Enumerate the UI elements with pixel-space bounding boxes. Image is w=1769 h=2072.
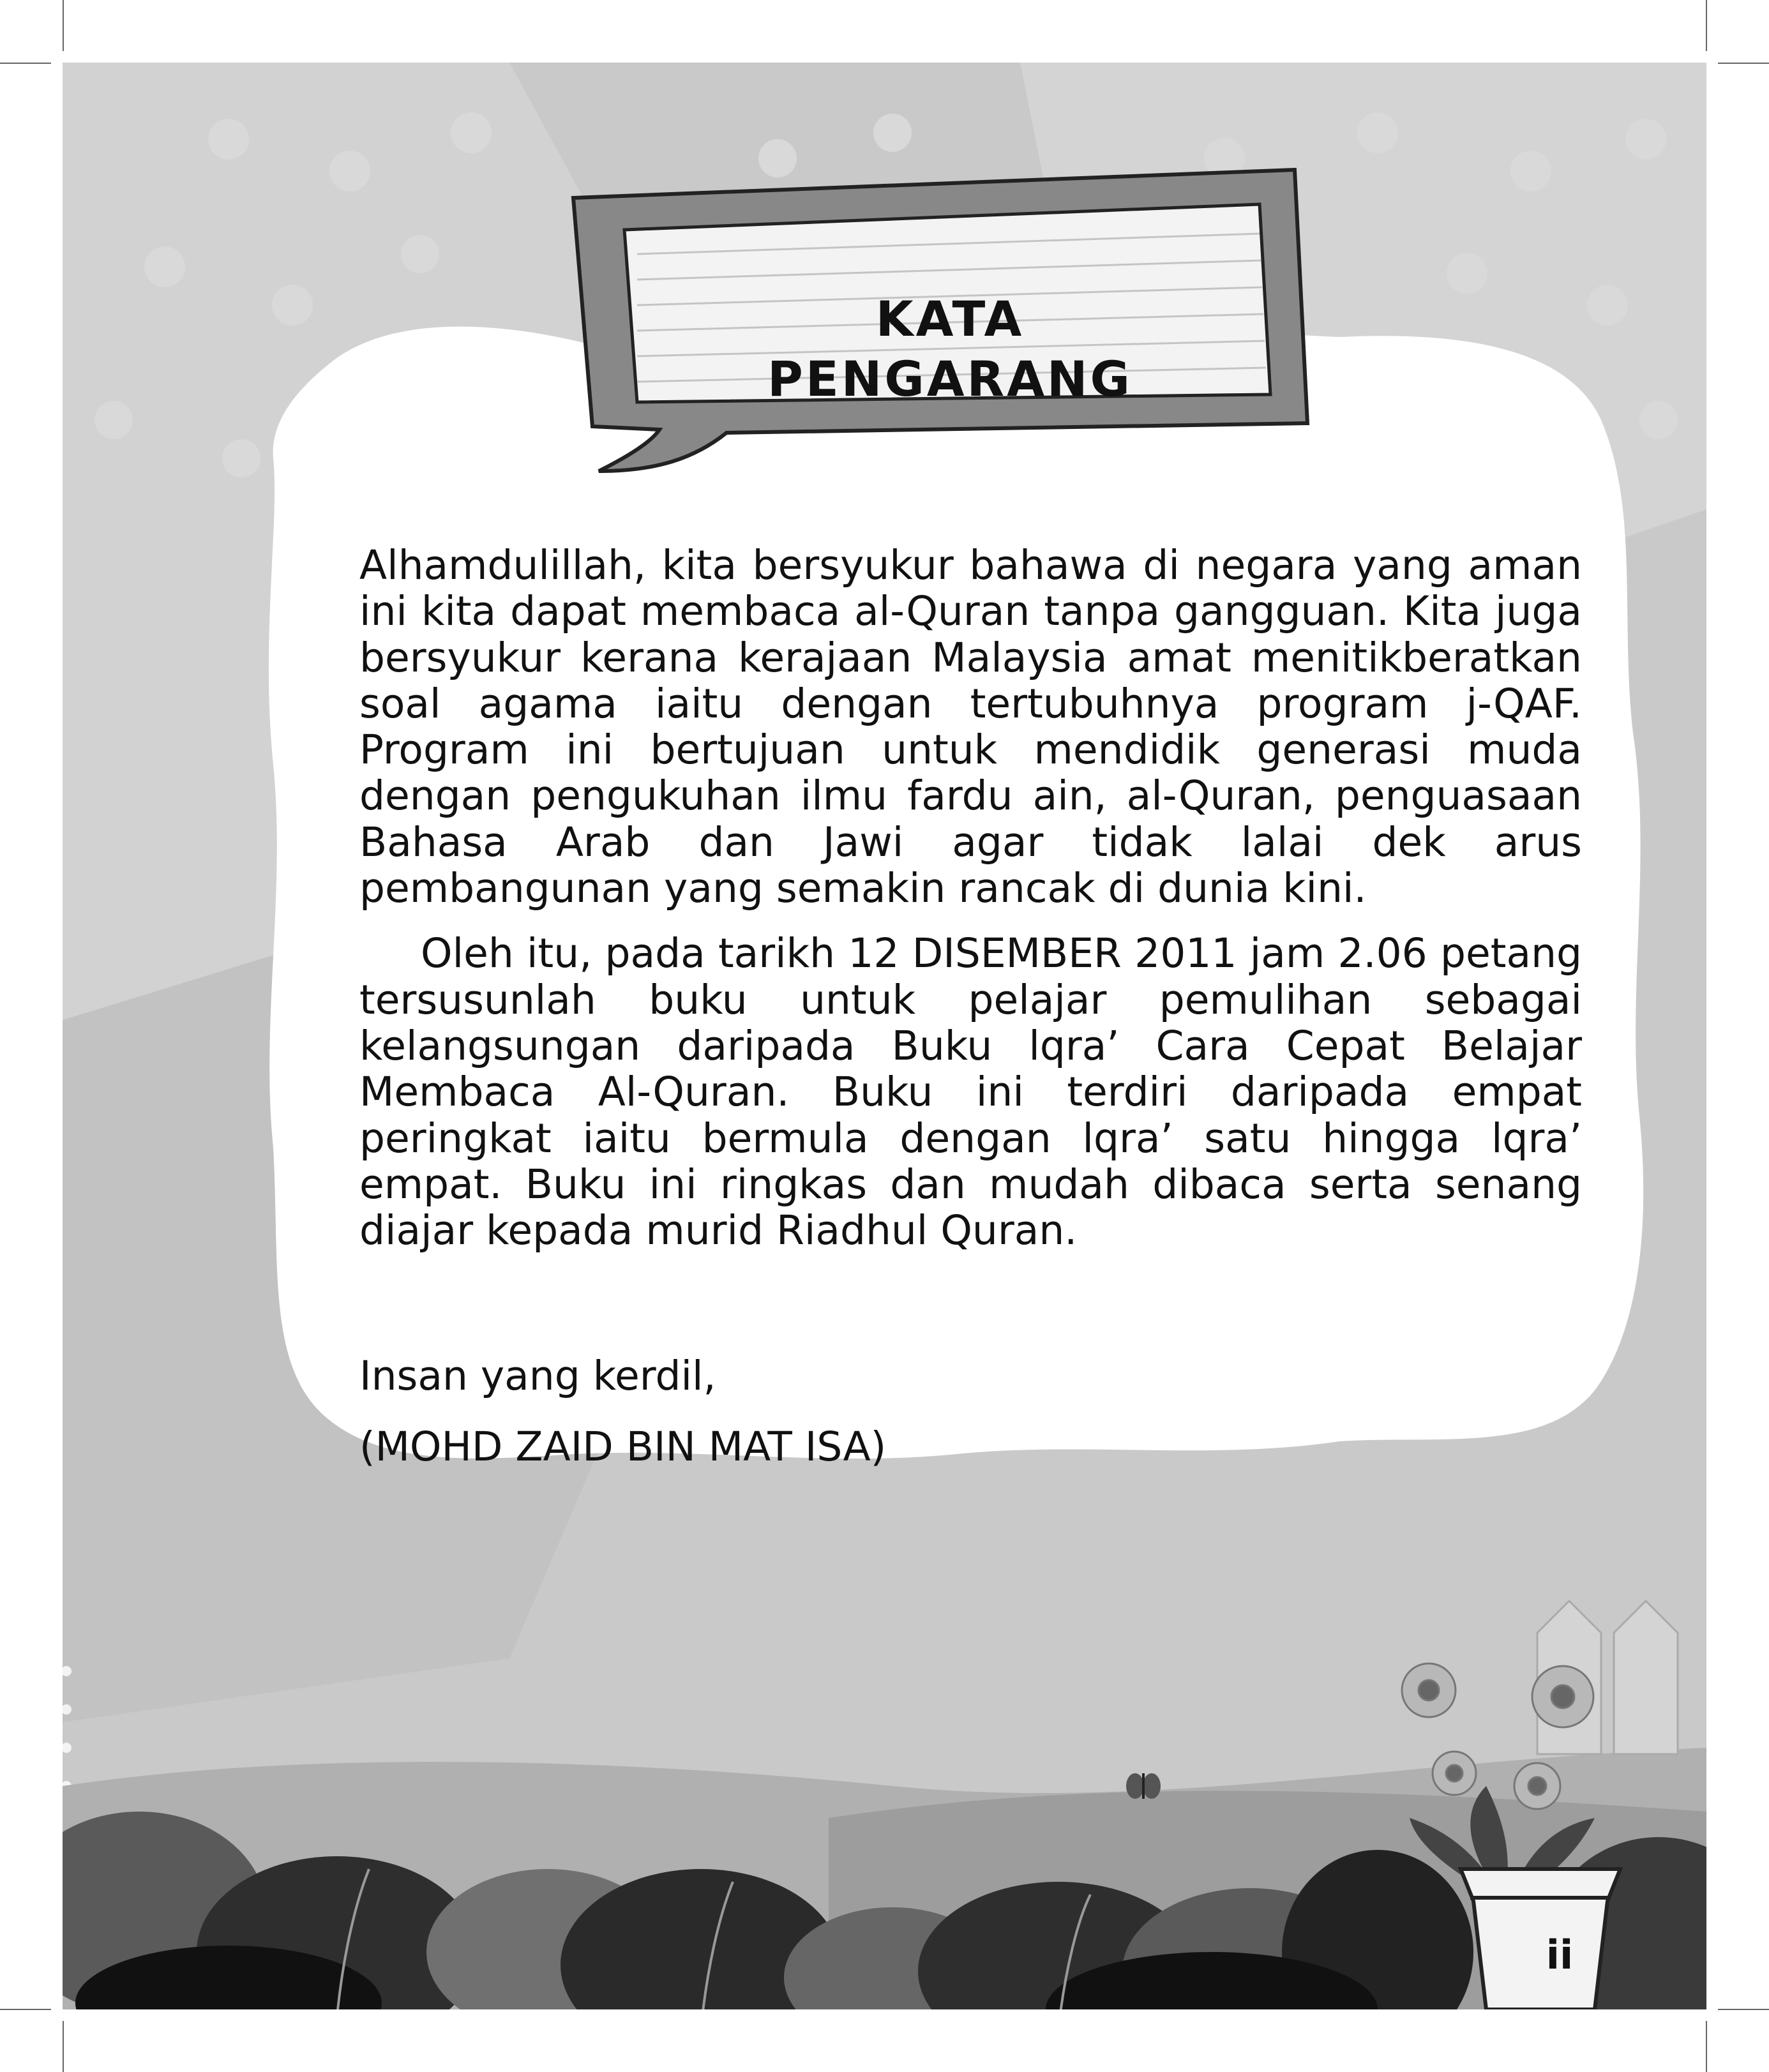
salutation: Insan yang kerdil,: [359, 1353, 716, 1399]
signature-block: [359, 1352, 886, 1494]
crop-mark-top-left-v: [63, 0, 64, 51]
paragraph-2: Oleh itu, pada tarikh 12 DISEMBER 2011 jam 2.06 petang tersusunlah buku untuk pelajar pemulihan sebagai kelangsungan daripada Buku lqra’ Cara Cepat Belajar Membaca Al-Quran. Buku ini terdiri daripada empat peringkat iaitu bermula dengan lqra’ satu hingga lqra’ empat. Buku ini ringkas dan mudah dibaca serta senang diajar kepada murid Riadhul Quran.: [359, 930, 1582, 1254]
page-number: ii: [1546, 1932, 1574, 1978]
crop-mark-bottom-right-v: [1706, 2021, 1707, 2072]
butterfly: [1126, 1773, 1161, 1799]
crop-mark-top-left-h: [0, 63, 51, 64]
crop-mark-bottom-left-v: [63, 2021, 64, 2072]
crop-mark-bottom-left-h: [0, 2009, 51, 2010]
page-title-line-2: PENGARANG: [767, 350, 1133, 407]
crop-mark-top-right-h: [1718, 63, 1769, 64]
crop-mark-top-right-v: [1706, 0, 1707, 51]
preface-body: [359, 543, 1582, 1273]
author-name: (MOHD ZAID BIN MAT ISA): [359, 1423, 887, 1470]
book-page: [63, 63, 1706, 2009]
paragraph-1: Alhamdulillah, kita bersyukur bahawa di negara yang aman ini kita dapat membaca al-Quran tanpa gangguan. Kita juga bersyukur kerana kerajaan Malaysia amat menitikberatkan soal agama iaitu dengan tertubuhnya program j-QAF. Program ini bertujuan untuk mendidik generasi muda dengan pengukuhan ilmu fardu ain, al-Quran, penguasaan Bahasa Arab dan Jawi agar tidak lalai dek arus pembangunan yang semakin rancak di dunia kini.: [359, 542, 1582, 912]
crop-mark-bottom-right-h: [1718, 2009, 1769, 2010]
page-title-line-1: KATA: [875, 290, 1025, 347]
page-title: [707, 289, 1193, 409]
